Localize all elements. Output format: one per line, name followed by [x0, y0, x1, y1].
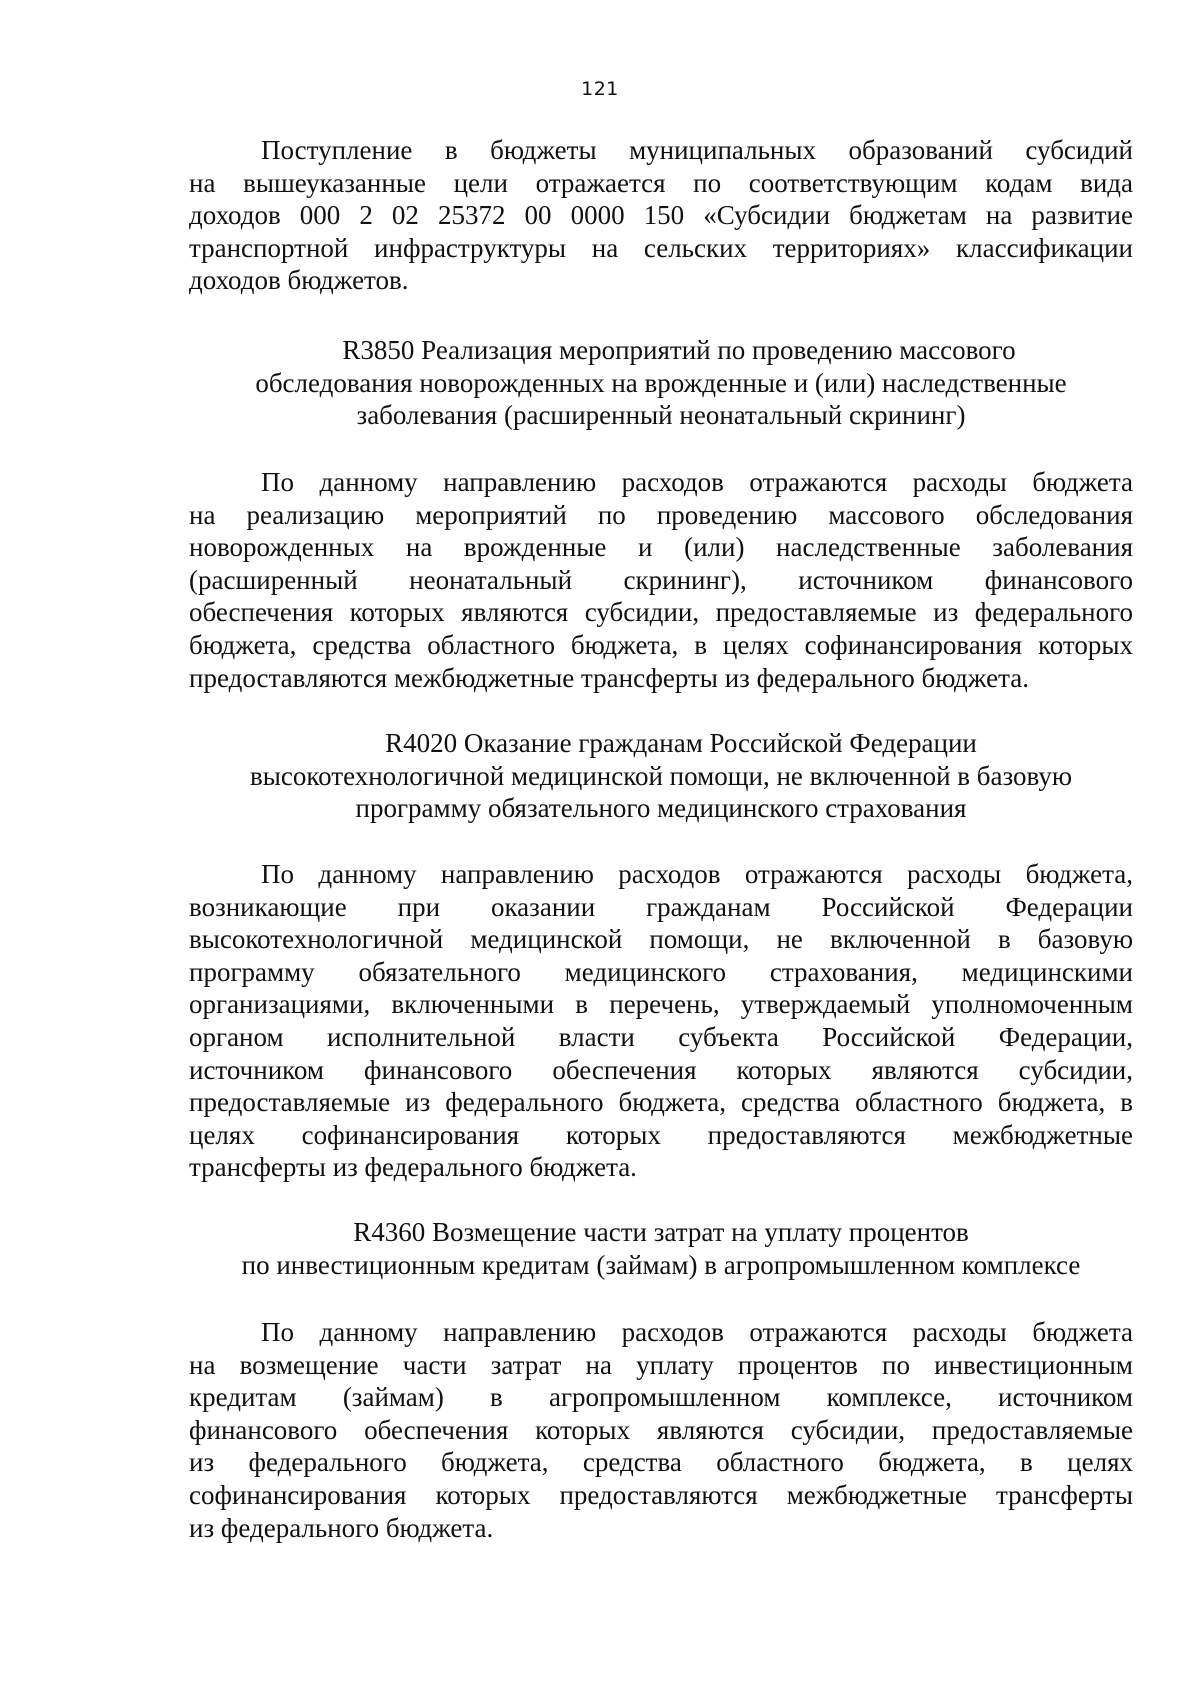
- paragraph-line: на вышеуказанные цели отражается по соответствующим кодам вида: [189, 167, 1133, 198]
- paragraph-r3850: [189, 466, 1133, 694]
- paragraph-line: источником финансового обеспечения которых являются субсидии,: [189, 1054, 1133, 1085]
- section-heading-r3850: [189, 334, 1133, 432]
- paragraph-line: доходов бюджетов.: [189, 265, 409, 296]
- paragraph-line: предоставляются межбюджетные трансферты из федерального бюджета.: [189, 662, 1029, 693]
- paragraph-r4020: [189, 858, 1133, 1184]
- paragraph-line: доходов 000 2 02 25372 00 0000 150 «Субсидии бюджетам на развитие: [189, 200, 1133, 231]
- paragraph-line: из федерального бюджета, средства областного бюджета, в целях: [189, 1447, 1133, 1478]
- heading-line: программу обязательного медицинского страхования: [355, 793, 967, 824]
- paragraph-line: трансферты из федерального бюджета.: [189, 1152, 637, 1183]
- paragraph-line: кредитам (займам) в агропромышленном комплексе, источником: [189, 1382, 1133, 1413]
- paragraph-line: транспортной инфраструктуры на сельских территориях» классификации: [189, 232, 1133, 263]
- section-heading-r4020: [189, 727, 1133, 825]
- heading-line: R4360 Возмещение части затрат на уплату процентов: [353, 1217, 969, 1247]
- paragraph-line: (расширенный неонатальный скрининг), источником финансового: [189, 564, 1133, 595]
- paragraph-line: По данному направлению расходов отражаются расходы бюджета: [261, 1317, 1133, 1347]
- paragraph-line: целях софинансирования которых предоставляются межбюджетные: [189, 1119, 1133, 1150]
- paragraph-line: на возмещение части затрат на уплату процентов по инвестиционным: [189, 1349, 1133, 1380]
- paragraph-line: Поступление в бюджеты муниципальных образований субсидий: [261, 135, 1133, 165]
- heading-line: R3850 Реализация мероприятий по проведению массового: [342, 335, 1016, 365]
- heading-line: R4020 Оказание гражданам Российской Федерации: [385, 728, 977, 758]
- heading-line: заболевания (расширенный неонатальный скрининг): [356, 400, 966, 431]
- paragraph-r4360: [189, 1316, 1133, 1544]
- paragraph-line: По данному направлению расходов отражаются расходы бюджета: [261, 467, 1133, 497]
- paragraph-line: финансового обеспечения которых являются субсидии, предоставляемые: [189, 1414, 1133, 1445]
- paragraph-line: программу обязательного медицинского страхования, медицинскими: [189, 956, 1133, 987]
- paragraph-line: предоставляемые из федерального бюджета, средства областного бюджета, в: [189, 1087, 1133, 1118]
- paragraph-line: По данному направлению расходов отражаются расходы бюджета,: [261, 859, 1133, 889]
- paragraph-line: высокотехнологичной медицинской помощи, не включенной в базовую: [189, 924, 1133, 955]
- heading-line: по инвестиционным кредитам (займам) в агропромышленном комплексе: [241, 1249, 1081, 1280]
- paragraph-line: софинансирования которых предоставляются межбюджетные трансферты: [189, 1479, 1133, 1510]
- paragraph-line: обеспечения которых являются субсидии, предоставляемые из федерального: [189, 597, 1133, 628]
- paragraph-line: из федерального бюджета.: [189, 1512, 494, 1543]
- paragraph-subsidies-income: [189, 134, 1133, 297]
- page-number: 121: [581, 78, 619, 100]
- paragraph-line: организациями, включенными в перечень, утверждаемый уполномоченным: [189, 989, 1133, 1020]
- paragraph-line: возникающие при оказании гражданам Российской Федерации: [189, 891, 1133, 922]
- paragraph-line: на реализацию мероприятий по проведению массового обследования: [189, 499, 1133, 530]
- paragraph-line: бюджета, средства областного бюджета, в целях софинансирования которых: [189, 629, 1133, 660]
- heading-line: высокотехнологичной медицинской помощи, не включенной в базовую: [250, 760, 1072, 791]
- paragraph-line: новорожденных на врожденные и (или) наследственные заболевания: [189, 532, 1133, 563]
- heading-line: обследования новорожденных на врожденные и (или) наследственные: [255, 367, 1067, 398]
- paragraph-line: органом исполнительной власти субъекта Российской Федерации,: [189, 1021, 1133, 1052]
- section-heading-r4360: [189, 1216, 1133, 1281]
